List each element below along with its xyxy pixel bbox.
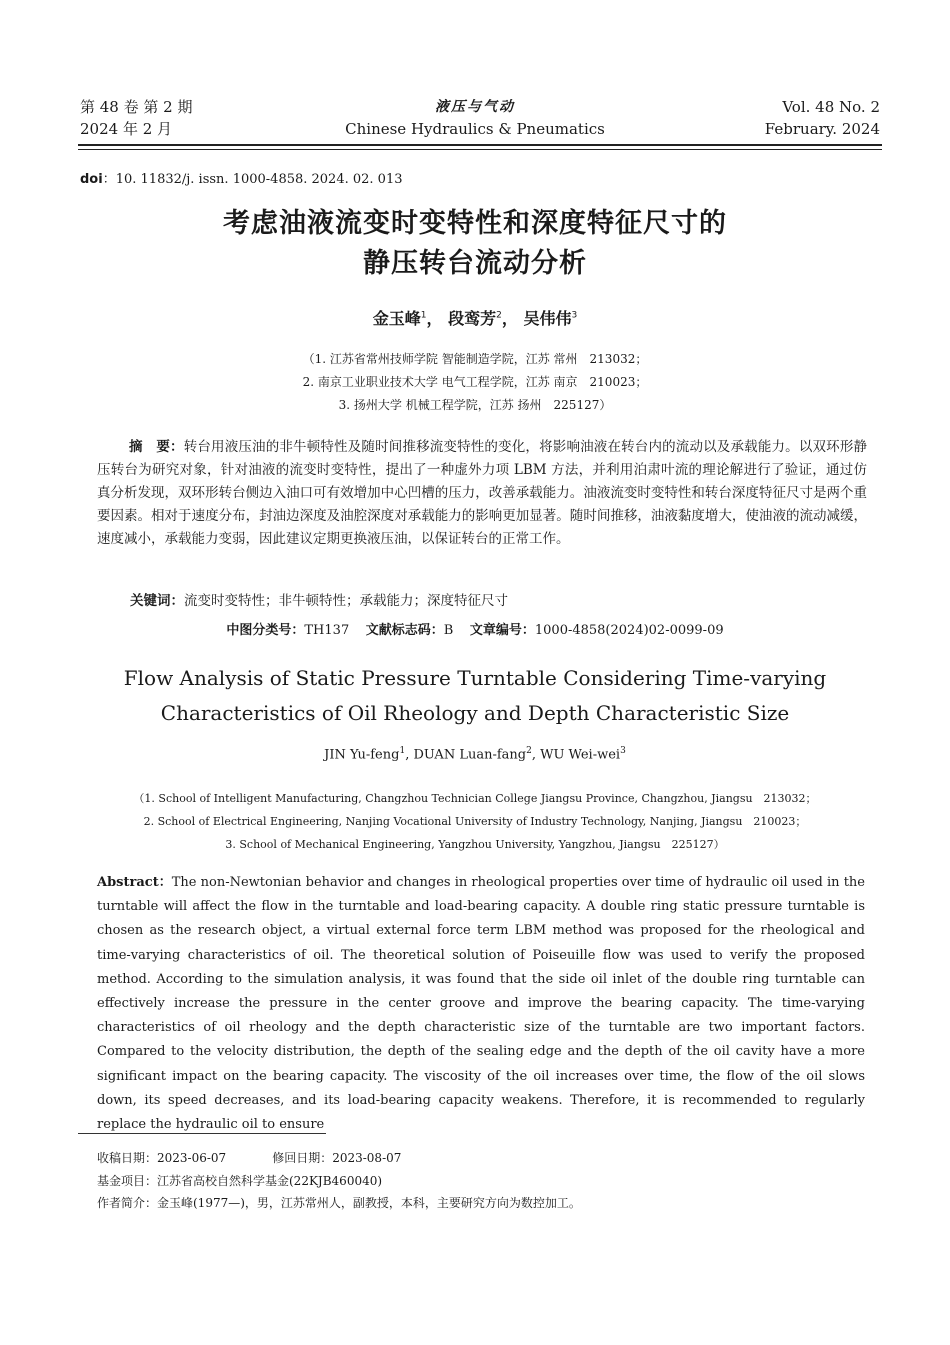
title-cn-line2: 静压转台流动分析 (363, 248, 587, 279)
abstract-cn-text: 转台用液压油的非牛顿特性及随时间推移流变特性的变化，将影响油液在转台内的流动以及承载能力。以双环形静压转台为研究对象，针对油液的流变时变特性，提出了一种虚外力项 LBM 方法，并利用泊肃叶流的理论解进行了验证，通过仿真分析发现，双环形转台侧边入油口可有效增加中心凹槽的压力，改善承载能力。油液流变时变特性和转台深度特征尺寸是两个重要因素。相对于速度分布，封油边深度及油腔深度对承载能力的影响更加显著。随时间推移，油液黏度增大，使油液的流动减缓，速度减小，承载能力变弱，因此建议定期更换液压油，以保证转台的正常工作。 (97, 439, 868, 547)
affiliation-cn: 3. 扬州大学 机械工程学院，江苏 扬州 225127） (338, 398, 612, 412)
keywords-cn-label: 关键词： (130, 593, 184, 609)
doi-value: 10. 11832/j. issn. 1000-4858. 2024. 02. 013 (115, 172, 403, 187)
affiliations-cn (0, 348, 950, 417)
doc-code-label: 文献标志码： (365, 623, 444, 638)
affiliation-cn: 2. 南京工业职业技术大学 电气工程学院，江苏 南京 210023； (302, 375, 648, 389)
volume-en: Vol. 48 No. 2 (782, 98, 880, 116)
author-en-sup: 2 (526, 746, 532, 756)
affiliation-en: 2. School of Electrical Engineering, Nanjing Vocational University of Industry Technology, Nanjing, Jiangsu 210023； (143, 815, 807, 828)
author-en-name: WU Wei-wei (540, 747, 621, 763)
volume-cn: 第 48 卷 第 2 期 (80, 98, 193, 116)
author-bio-note: 作者简介：金玉峰(1977—)，男，江苏常州人，副教授，本科，主要研究方向为数控加工。 (97, 1196, 581, 1210)
author-en-name: DUAN Luan-fang (413, 747, 527, 763)
abstract-cn-label: 摘 要： (129, 439, 184, 455)
affiliation-en: （1. School of Intelligent Manufacturing, Changzhou Technician College Jiangsu Province, Changzhou, Jiangsu 213032； (133, 792, 817, 805)
abstract-en (97, 871, 865, 1137)
journal-name-en: Chinese Hydraulics & Pneumatics (345, 120, 605, 138)
received-date: 收稿日期：2023-06-07 (97, 1151, 227, 1165)
clc-value: TH137 (304, 623, 350, 638)
author-en-name: JIN Yu-feng (324, 747, 400, 763)
header-rule-thick (78, 144, 882, 146)
title-en (0, 661, 950, 731)
date-cn: 2024 年 2 月 (80, 120, 173, 138)
abstract-cn (97, 436, 867, 551)
footnote-rule (78, 1133, 326, 1134)
author-cn-sup: 3 (571, 310, 578, 321)
journal-name-cn: 液压与气动 (435, 99, 515, 115)
title-en-line2: Characteristics of Oil Rheology and Depth Characteristic Size (160, 701, 790, 725)
footnote-dates (97, 1147, 581, 1170)
abstract-en-label: Abstract： (97, 875, 172, 890)
date-en: February. 2024 (764, 120, 880, 138)
affiliation-en: 3. School of Mechanical Engineering, Yangzhou University, Yangzhou, Jiangsu 225127） (225, 838, 725, 851)
footnotes (97, 1147, 581, 1215)
authors-en: JIN Yu-feng$^1$, DUAN Luan-fang$^2$, WU Wei-wei$^3$ (324, 746, 626, 763)
keywords-cn (130, 589, 508, 609)
affiliation-cn: （1. 江苏省常州技师学院 智能制造学院，江苏 常州 213032； (302, 352, 648, 366)
author-cn-name: 金玉峰 (372, 309, 421, 328)
abstract-en-text: The non-Newtonian behavior and changes in rheological properties over time of hydraulic oil used in the turntable will affect the flow in the turntable and load-bearing capacity. A double ring static pressure turntable is chosen as the research object, a virtual external force term LBM method was proposed for the rheological and time-varying characteristics of oil. The theoretical solution of Poiseuille flow was used to verify the proposed method. According to the simulation analysis, it was found that the side oil inlet of the double ring turntable can effectively increase the pressure in the center groove and improve the bearing capacity. The time-varying characteristics of oil rheology and the depth characteristic size of the turntable are two important factors. Compared to the velocity distribution, the depth of the sealing edge and the depth of the oil cavity have a more significant impact on the bearing capacity. The viscosity of the oil increases over time, the flow of the oil slows down, its speed decreases, and its load-bearing capacity weakens. Therefore, it is recommended to regularly replace the hydraulic oil to ensure (97, 875, 865, 1133)
title-cn-line1: 考虑油液流变时变特性和深度特征尺寸的 (223, 208, 727, 239)
clc-label: 中图分类号： (226, 623, 305, 638)
classification-line (0, 619, 950, 638)
author-cn-sup: 1 (420, 310, 427, 321)
author-en-sup: 3 (620, 746, 626, 756)
author-cn-name: 吴伟伟 (523, 309, 572, 328)
article-no-label: 文章编号： (469, 623, 535, 638)
author-cn-sup: 2 (496, 310, 502, 321)
header-right (765, 96, 880, 140)
author-cn-name: 段鸾芳 (448, 309, 497, 328)
revised-date: 修回日期：2023-08-07 (272, 1151, 402, 1165)
keywords-cn-text: 流变时变特性；非牛顿特性；承载能力；深度特征尺寸 (184, 593, 508, 609)
title-cn (0, 204, 950, 284)
fund-note: 基金项目：江苏省高校自然科学基金(22KJB460040) (97, 1173, 383, 1188)
doc-code-value: B (443, 623, 454, 638)
authors-cn: 金玉峰$^1$， 段鸾芳$^2$， 吴伟伟$^3$ (372, 309, 578, 328)
affiliations-en (0, 787, 950, 856)
title-en-line1: Flow Analysis of Static Pressure Turntable Considering Time-varying (123, 666, 827, 690)
author-en-sup: 1 (399, 746, 406, 756)
doi-label: doi (80, 172, 103, 187)
article-no-value: 1000-4858(2024)02-0099-09 (534, 623, 724, 638)
doi-line: doi：10. 11832/j. issn. 1000-4858. 2024. 02. 013 (80, 172, 403, 187)
header-rule-thin (78, 149, 882, 150)
